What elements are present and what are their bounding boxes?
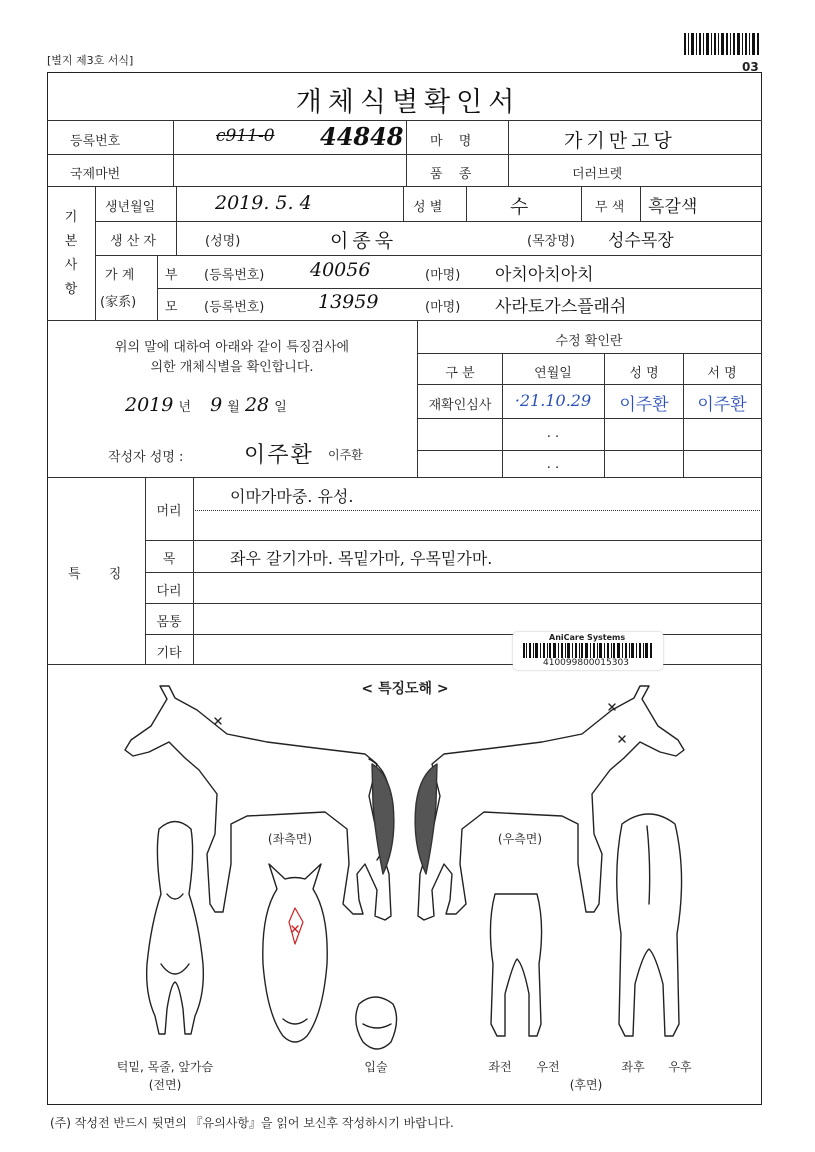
diagram-right-front-label: 우전 [536, 1060, 560, 1074]
color-label: 무 색 [595, 200, 625, 215]
page-code: 03 [742, 60, 759, 74]
revision-row1-type: 재확인심사 [428, 398, 492, 413]
horse-right-tail [415, 764, 437, 874]
diagram-lips-label: 입술 [364, 1060, 388, 1074]
sire-name-value: 아치아치아치 [495, 265, 594, 285]
body-label: 몸통 [156, 615, 182, 630]
author-stamp: 이주환 [328, 448, 363, 462]
horse-name-label: 마 명 [430, 134, 478, 149]
revision-row1-date: ·21.10.29 [514, 391, 592, 410]
horse-head-front [263, 864, 327, 1042]
revision-col-date: 연월일 [534, 366, 572, 381]
sire-reg-value: 40056 [310, 259, 371, 281]
dam-name-value: 사라토가스플래쉬 [495, 297, 627, 317]
horse-diagram [47, 664, 762, 1104]
revision-row3-date: . . [546, 457, 560, 472]
breed-label: 품 종 [430, 167, 478, 182]
dam-label: 모 [165, 300, 178, 315]
diagram-front-caption: 턱밑, 목줄, 앞가슴 [116, 1060, 214, 1074]
features-section-label: 특 징 [68, 567, 134, 582]
reg-no-value: 44848 [320, 122, 404, 151]
neck-value: 좌우 갈기가마. 목밑가마, 우목밑가마. [230, 549, 493, 568]
reg-no-label: 등록번호 [70, 134, 121, 149]
diagram-left-rear-label: 좌후 [621, 1060, 645, 1074]
revision-row2-date: . . [546, 426, 560, 441]
head-label: 머리 [156, 504, 182, 519]
horse-right-side [418, 686, 684, 920]
dob-value: 2019. 5. 4 [215, 192, 312, 214]
microchip-label: 국제마번 [70, 167, 121, 182]
horse-name-value: 가기만고당 [564, 130, 676, 152]
diagram-left-side-label: (좌측면) [267, 832, 313, 846]
diagram-right-side-label: (우측면) [497, 832, 543, 846]
revision-col-name: 성 명 [629, 366, 659, 381]
footer-note: (주) 작성전 반드시 뒷면의 『유의사항』을 읽어 보신후 작성하시기 바랍니다. [50, 1116, 454, 1130]
farm-label: (목장명) [527, 234, 575, 249]
farm-value: 성수목장 [608, 231, 674, 251]
head-mark-star [289, 908, 303, 944]
dob-label: 생년월일 [105, 200, 156, 215]
sex-value: 수 [510, 196, 529, 218]
dam-reg-value: 13959 [318, 291, 379, 313]
horse-left-side [125, 686, 391, 920]
horse-front-legs [490, 894, 541, 1036]
revision-col-type: 구 분 [445, 366, 475, 381]
sire-reg-label: (등록번호) [204, 268, 265, 283]
sex-label: 성 별 [413, 200, 443, 215]
pedigree-label: 가 계 [105, 268, 135, 283]
sticker-barcode-icon [523, 643, 653, 658]
sticker-number: 410099800015303 [543, 658, 629, 668]
basic-info-section-label: 기 본 사 항 [64, 210, 78, 297]
form-number-label: [별지 제3호 서식] [47, 54, 134, 67]
other-label: 기타 [156, 646, 182, 661]
revision-row1-sign: 이주환 [697, 395, 747, 415]
breed-value: 더러브렛 [572, 167, 623, 182]
horse-left-tail [372, 764, 394, 874]
revision-row1-name: 이주환 [619, 395, 669, 415]
revision-title: 수정 확인란 [555, 334, 623, 349]
horse-front-view [147, 822, 204, 1035]
document-title: 개체식별확인서 [295, 87, 521, 118]
breeder-name-value: 이종욱 [330, 230, 398, 252]
revision-col-sign: 서 명 [707, 366, 737, 381]
diagram-right-rear-label: 우후 [668, 1060, 692, 1074]
top-barcode-icon [684, 33, 759, 55]
breeder-name-label: (성명) [205, 234, 241, 249]
diagram-title: < 특징도해 > [361, 681, 449, 697]
sire-name-label: (마명) [425, 268, 461, 283]
dam-reg-label: (등록번호) [204, 300, 265, 315]
author-value: 이주환 [244, 443, 314, 468]
diagram-rear-label: (후면) [569, 1078, 603, 1092]
confirm-date: 2019 년 9 월 28 일 [125, 394, 287, 416]
head-value: 이마가마중. 유성. [230, 487, 354, 506]
diagram-left-front-label: 좌전 [488, 1060, 512, 1074]
confirm-text-line2: 의한 개체식별을 확인합니다. [150, 360, 314, 375]
horse-lips [356, 997, 397, 1049]
author-label: 작성자 성명 : [108, 450, 184, 465]
diagram-front-label: (전면) [148, 1078, 182, 1092]
dam-name-label: (마명) [425, 300, 461, 315]
color-value: 흑갈색 [648, 197, 698, 217]
sire-label: 부 [165, 268, 178, 283]
pedigree-label-hanja: (家系) [100, 295, 137, 310]
reg-no-struck: c911-0 [216, 126, 275, 146]
legs-label: 다리 [156, 584, 182, 599]
breeder-label: 생 산 자 [110, 234, 156, 249]
confirm-text-line1: 위의 말에 대하여 아래와 같이 특징검사에 [114, 340, 350, 355]
neck-label: 목 [162, 552, 176, 567]
sticker-brand: AniCare Systems [549, 633, 626, 642]
